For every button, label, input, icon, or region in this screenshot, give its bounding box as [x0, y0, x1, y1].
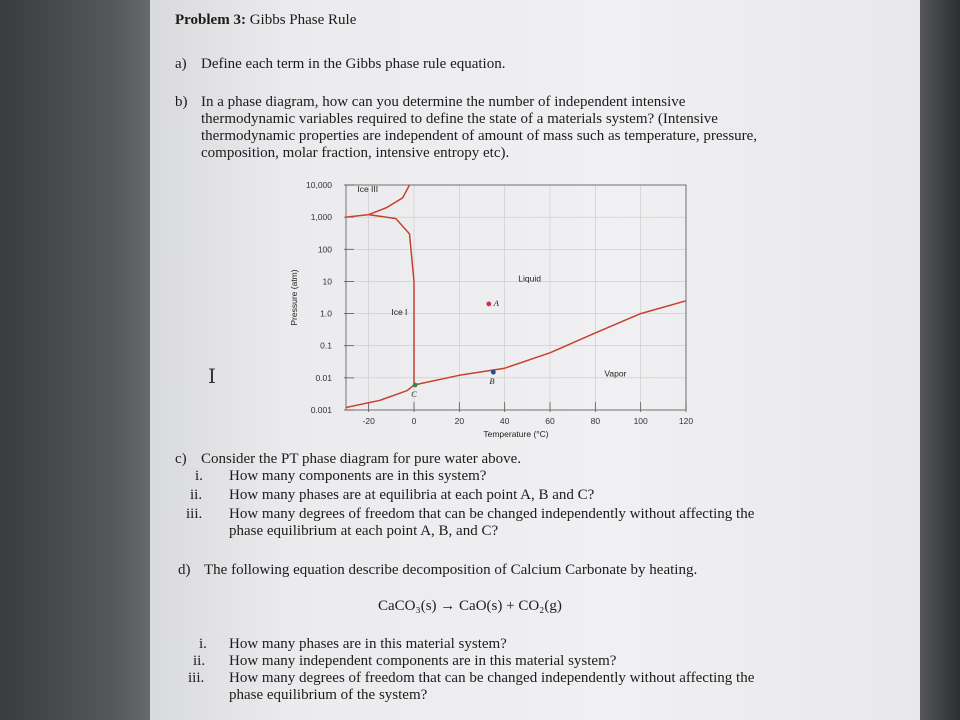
part-d-item-text: How many degrees of freedom that can be changed independently without affecting the — [229, 670, 755, 686]
part-c-item-text: phase equilibrium at each point A, B, and C? — [229, 523, 499, 539]
phase-boundary-line — [346, 385, 414, 408]
phase-boundary-line — [346, 215, 369, 218]
y-tick-label: 0.01 — [315, 372, 332, 383]
x-tick-label: 100 — [633, 416, 648, 426]
y-tick-label: 100 — [317, 244, 332, 255]
part-c-item-text: How many degrees of freedom that can be changed independently without affecting the — [229, 506, 755, 522]
part-d-item-number: i. — [199, 636, 207, 652]
point-c-marker — [413, 383, 418, 388]
phase-boundary-line — [369, 215, 414, 385]
problem-title: Problem 3: Gibbs Phase Rule — [175, 12, 357, 28]
part-b-label: b) — [175, 94, 188, 110]
x-tick-label: 120 — [678, 416, 694, 426]
part-c-item-number: i. — [195, 468, 203, 484]
y-tick-label: 0.1 — [320, 340, 332, 351]
region-label: Ice III — [357, 184, 379, 195]
text-cursor-icon: I — [208, 364, 216, 388]
part-a-label: a) — [175, 56, 187, 72]
point-b-marker — [491, 370, 496, 375]
part-d-item-number: ii. — [193, 653, 206, 669]
phase-boundaries — [346, 185, 686, 408]
part-d-item-text: How many phases are in this material system? — [229, 636, 507, 652]
y-axis-label: Pressure (atm) — [289, 269, 299, 326]
part-d-text: The following equation describe decomposition of Calcium Carbonate by heating. — [204, 562, 698, 578]
region-label: Vapor — [604, 368, 627, 379]
x-tick-label: 0 — [411, 416, 417, 426]
part-c-item-text: How many components are in this system? — [229, 468, 487, 484]
part-d-item-text: phase equilibrium of the system? — [229, 687, 428, 703]
decomposition-equation: CaCO₃(s) → CaO(s) + CO₂(g) — [378, 598, 562, 614]
part-d-item-text: How many independent components are in this material system? — [229, 653, 617, 669]
point-c-label: C — [411, 388, 417, 399]
part-d-label: d) — [178, 562, 191, 578]
phase-diagram-chart — [270, 170, 720, 445]
point-b-label: B — [489, 376, 495, 387]
part-d-item-number: iii. — [188, 670, 205, 686]
part-b-line: thermodynamic properties are independent of amount of mass such as temperature, pressure, — [201, 128, 758, 144]
part-b-line: composition, molar fraction, intensive entropy etc). — [201, 145, 510, 161]
x-axis-ticks — [363, 402, 694, 426]
part-b-line: In a phase diagram, how can you determine the number of independent intensive — [201, 94, 686, 110]
point-a-marker — [486, 301, 491, 306]
y-tick-label: 10 — [322, 276, 332, 287]
y-tick-label: 1,000 — [310, 212, 332, 223]
x-tick-label: 40 — [499, 416, 510, 426]
part-c-item-text: How many phases are at equilibria at each point A, B and C? — [229, 487, 595, 503]
x-tick-label: -20 — [362, 416, 375, 426]
x-tick-label: 80 — [590, 416, 601, 426]
region-label: Liquid — [518, 273, 541, 284]
x-tick-label: 20 — [454, 416, 465, 426]
part-c-label: c) — [175, 451, 187, 467]
part-c-item-number: ii. — [190, 487, 203, 503]
x-tick-label: 60 — [545, 416, 555, 426]
x-axis-label: Temperature (°C) — [483, 429, 549, 439]
part-c-text: Consider the PT phase diagram for pure water above. — [201, 451, 522, 467]
point-a-label: A — [493, 297, 500, 308]
region-label: Ice I — [391, 307, 408, 318]
y-tick-label: 10,000 — [306, 180, 332, 190]
y-axis-ticks — [306, 180, 354, 415]
y-tick-label: 1.0 — [320, 308, 332, 319]
part-a-text: Define each term in the Gibbs phase rule equation. — [201, 56, 506, 72]
part-c-item-number: iii. — [186, 506, 203, 522]
monitor-bezel-right — [920, 0, 960, 720]
part-b-line: thermodynamic variables required to define the state of a materials system? (Intensive — [201, 111, 718, 127]
monitor-bezel-left — [0, 0, 160, 720]
y-tick-label: 0.001 — [310, 405, 332, 415]
chart-points — [411, 298, 500, 399]
